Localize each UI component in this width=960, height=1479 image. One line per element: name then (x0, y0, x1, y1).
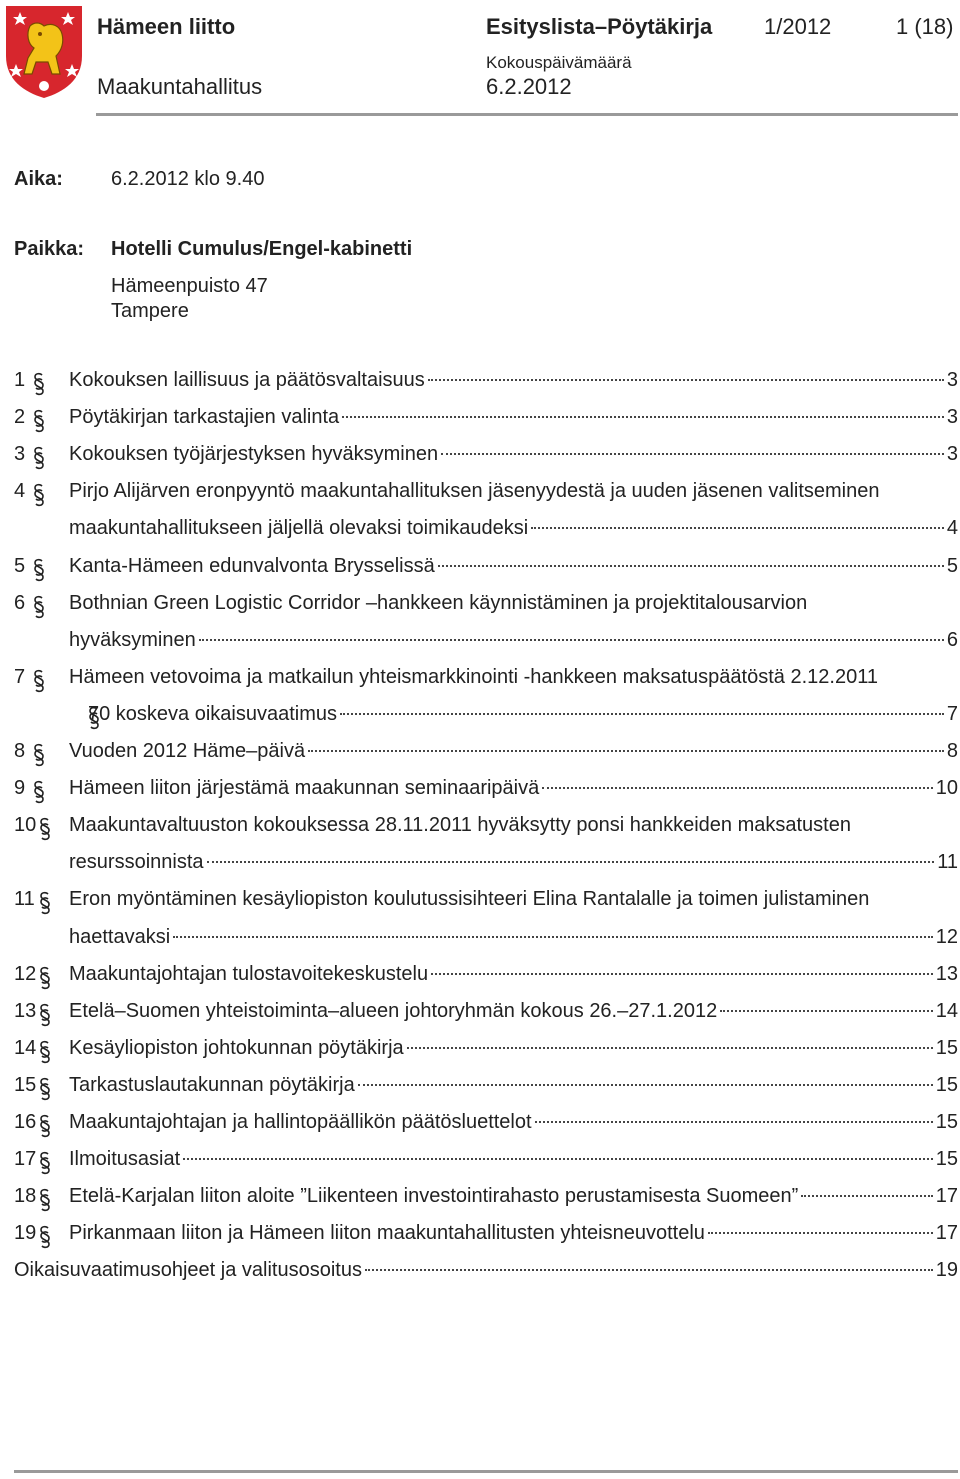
section-sign-icon (38, 1003, 52, 1027)
time-label: Aika: (14, 168, 63, 190)
toc-entry[interactable] (14, 1074, 958, 1104)
toc-number: 10 (14, 814, 37, 837)
section-sign-icon (32, 595, 46, 619)
leader-dots (207, 861, 935, 863)
leader-dots (720, 1010, 933, 1012)
toc-number: 2 (14, 406, 26, 429)
header-divider (96, 113, 958, 116)
appendix-entry[interactable] (14, 1259, 958, 1289)
toc-entry[interactable] (14, 443, 958, 473)
toc-title: Maakuntavaltuuston kokouksessa 28.11.2011 hyväksytty ponsi hankkeiden maksatusten (69, 814, 851, 837)
toc-number: 14 (14, 1036, 37, 1059)
toc-title: Pirkanmaan liiton ja Hämeen liiton maakuntahallitusten yhteisneuvottelu (69, 1222, 705, 1245)
leader-dots (358, 1084, 933, 1086)
toc-page-number: 17 (935, 1185, 958, 1208)
leader-dots (801, 1195, 932, 1197)
section-sign-icon (32, 669, 46, 693)
toc-number: 18 (14, 1185, 37, 1208)
toc-page-number: 15 (935, 1111, 958, 1133)
section-sign-icon (38, 1225, 52, 1249)
leader-dots (199, 639, 944, 641)
toc-entry-continuation[interactable] (14, 851, 958, 881)
toc-entry-continuation[interactable] (14, 926, 958, 956)
meeting-date: 6.2.2012 (486, 74, 572, 99)
section-sign-icon (38, 1040, 52, 1064)
toc-number: 9 (14, 777, 26, 800)
toc-entry[interactable] (14, 963, 958, 993)
toc-entry[interactable] (14, 1222, 958, 1252)
section-sign-icon (32, 409, 46, 433)
leader-dots (535, 1121, 933, 1123)
document-header (0, 0, 960, 120)
toc-title: Kanta-Hämeen edunvalvonta Brysselissä (69, 554, 435, 577)
footer-divider (14, 1470, 958, 1473)
toc-page-number: 3 (946, 369, 958, 391)
toc-title: Eron myöntäminen kesäyliopiston koulutussisihteeri Elina Rantalalle ja toimen julistaminen (69, 888, 870, 911)
toc-number: 15 (14, 1073, 37, 1096)
toc-title: Kokouksen työjärjestyksen hyväksyminen (69, 443, 439, 466)
toc-page-number: 11 (937, 851, 958, 874)
document-number: 1/2012 (764, 14, 832, 39)
toc-page-number: 5 (946, 554, 958, 577)
toc-number: 8 (14, 740, 26, 762)
section-sign-icon (32, 780, 46, 804)
toc-page-number: 12 (935, 925, 958, 948)
section-sign-icon (32, 483, 46, 507)
section-sign-icon (32, 446, 46, 470)
section-sign-icon (38, 966, 52, 990)
toc-title: resurssoinnista (69, 851, 204, 874)
toc-title: Etelä-Karjalan liiton aloite ”Liikenteen investointirahasto perustamisesta Suomeen” (69, 1185, 799, 1208)
organization-name: Hämeen liitto (97, 14, 236, 39)
time-value: 6.2.2012 klo 9.40 (111, 168, 265, 190)
toc-entry-continuation[interactable] (14, 517, 958, 547)
toc-entry[interactable] (14, 666, 958, 696)
appendix-label: Oikaisuvaatimusohjeet ja valitusosoitus (14, 1259, 362, 1282)
toc-page-number: 7 (946, 702, 958, 725)
section-sign-icon (38, 1077, 52, 1101)
toc-entry[interactable] (14, 555, 958, 585)
leader-dots (441, 453, 944, 455)
toc-entry-continuation[interactable] (14, 703, 958, 733)
leader-dots (365, 1269, 933, 1271)
toc-entry[interactable] (14, 1037, 958, 1067)
place-name: Hotelli Cumulus/Engel-kabinetti (111, 238, 413, 260)
toc-entry[interactable] (14, 1185, 958, 1215)
toc-number: 1 (14, 369, 26, 391)
toc-title: Ilmoitusasiat (69, 1148, 181, 1171)
leader-dots (407, 1047, 933, 1049)
toc-entry[interactable] (14, 1111, 958, 1141)
toc-title: Pirjo Alijärven eronpyyntö maakuntahallituksen jäsenyydestä ja uuden jäsenen valitseminen (69, 480, 880, 503)
toc-number: 5 (14, 554, 26, 577)
toc-number: 11 (14, 888, 35, 911)
toc-page-number: 15 (935, 1148, 958, 1171)
document-type: Esityslista–Pöytäkirja (486, 14, 713, 39)
toc-title: Etelä–Suomen yhteistoiminta–alueen johtoryhmän kokous 26.–27.1.2012 (69, 999, 718, 1022)
leader-dots (708, 1232, 933, 1234)
meeting-date-label: Kokouspäivämäärä (486, 53, 632, 72)
toc-page-number: 15 (935, 1073, 958, 1096)
section-sign-icon (32, 372, 46, 396)
toc-page-number: 13 (935, 962, 958, 985)
toc-number: 13 (14, 999, 37, 1022)
toc-page-number: 15 (935, 1036, 958, 1059)
coat-of-arms-icon (4, 4, 84, 100)
leader-dots (340, 713, 944, 715)
toc-number: 12 (14, 962, 37, 985)
section-sign-icon (38, 1151, 52, 1175)
toc-page-number: 4 (946, 517, 958, 540)
toc-page-number: 8 (946, 740, 958, 762)
toc-entry[interactable] (14, 480, 958, 510)
toc-number: 6 (14, 591, 26, 614)
place-label: Paikka: (14, 238, 85, 260)
toc-title: haettavaksi (69, 925, 171, 948)
place-city: Tampere (111, 300, 189, 322)
toc-title: Kesäyliopiston johtokunnan pöytäkirja (69, 1036, 404, 1059)
page-count: 1 (18) (896, 14, 954, 39)
toc-number: 16 (14, 1111, 37, 1133)
toc-title: Tarkastuslautakunnan pöytäkirja (69, 1073, 355, 1096)
toc-entry[interactable] (14, 814, 958, 844)
leader-dots (183, 1158, 933, 1160)
toc-page-number: 10 (935, 777, 958, 800)
toc-entry-continuation[interactable] (14, 629, 958, 659)
appendix-page: 19 (935, 1259, 958, 1282)
section-sign-icon (32, 743, 46, 767)
toc-title: maakuntahallitukseen jäljellä olevaksi toimikaudeksi (69, 517, 529, 540)
toc-title: Hämeen liiton järjestämä maakunnan seminaaripäivä (69, 777, 540, 800)
toc-page-number: 3 (946, 406, 958, 429)
leader-dots (438, 565, 944, 567)
toc-title: Hämeen vetovoima ja matkailun yhteismarkkinointi -hankkeen maksatuspäätöstä 2.12.2011 (69, 665, 878, 688)
toc-page-number: 6 (946, 628, 958, 651)
toc-entry[interactable] (14, 888, 958, 918)
leader-dots (173, 936, 933, 938)
toc-title: Maakuntajohtajan tulostavoitekeskustelu (69, 962, 429, 985)
toc-number: 7 (14, 665, 26, 688)
toc-page-number: 14 (935, 999, 958, 1022)
toc-entry[interactable] (14, 1148, 958, 1178)
toc-number: 17 (14, 1148, 37, 1171)
organization-body: Maakuntahallitus (97, 74, 263, 99)
toc-title: Bothnian Green Logistic Corridor –hankkeen käynnistäminen ja projektitalousarvion (69, 591, 808, 614)
section-sign-icon (32, 558, 46, 582)
toc-entry[interactable] (14, 740, 958, 770)
toc-title: Kokouksen laillisuus ja päätösvaltaisuus (69, 369, 425, 391)
toc-entry[interactable] (14, 592, 958, 622)
toc-title: Pöytäkirjan tarkastajien valinta (69, 406, 340, 429)
leader-dots (531, 527, 944, 529)
toc-title: 70 koskeva oikaisuvaatimus (88, 702, 338, 725)
toc-page-number: 3 (946, 443, 958, 466)
place-street: Hämeenpuisto 47 (111, 275, 268, 297)
toc-number: 3 (14, 443, 26, 466)
section-sign-icon (38, 891, 52, 915)
section-sign-icon (38, 1188, 52, 1212)
leader-dots (308, 750, 944, 752)
toc-title: Maakuntajohtajan ja hallintopäällikön päätösluettelot (69, 1111, 532, 1133)
leader-dots (342, 416, 944, 418)
toc-number: 19 (14, 1222, 37, 1245)
toc-number: 4 (14, 480, 26, 503)
section-sign-icon (38, 1114, 52, 1138)
toc-entry[interactable] (14, 406, 958, 436)
toc-entry[interactable] (14, 1000, 958, 1030)
leader-dots (428, 379, 944, 381)
toc-title: Vuoden 2012 Häme–päivä (69, 740, 306, 762)
toc-title: hyväksyminen (69, 628, 196, 651)
toc-entry[interactable] (14, 369, 958, 399)
toc-entry[interactable] (14, 777, 958, 807)
leader-dots (431, 973, 933, 975)
section-sign-icon (38, 817, 52, 841)
toc-page-number: 17 (935, 1222, 958, 1245)
leader-dots (542, 787, 933, 789)
